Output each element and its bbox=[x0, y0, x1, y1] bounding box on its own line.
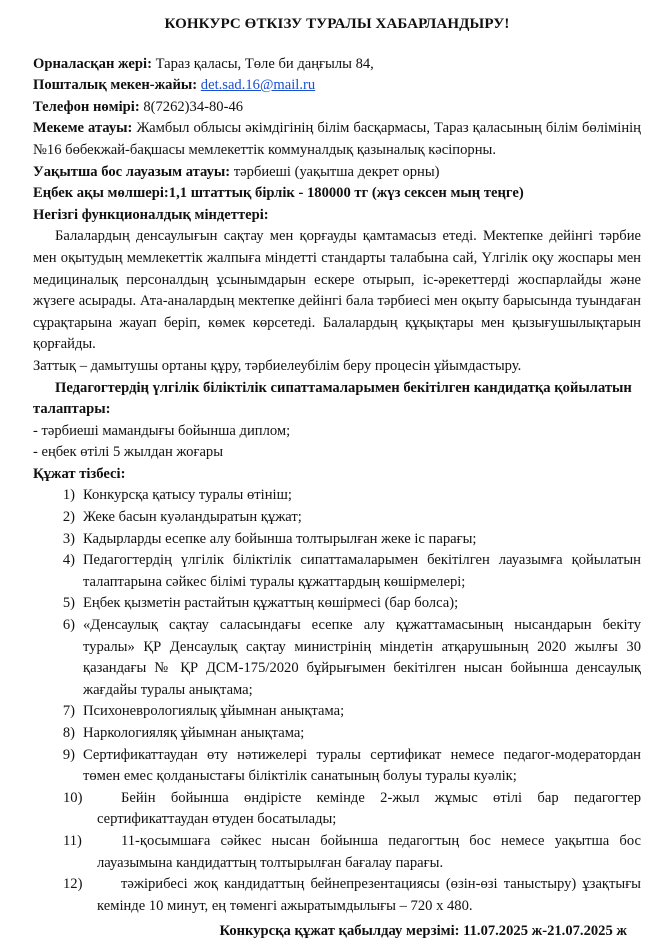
list-item bbox=[33, 550, 641, 593]
item-text: «Денсаулық сақтау саласындағы есепке алу құжаттамасының нысандарын бекіту туралы» ҚР Денсаулық сақтау министрінің міндетін атқарушының 2020 жылғы 30 қазандағы № ҚР ДСМ-175/2020 бұйрығымен бекітілген нысан бойынша денсаулық жағдайы туралы анықтама; bbox=[83, 617, 641, 698]
item-number: 12) bbox=[63, 876, 83, 893]
page-title: КОНКУРС ӨТКІЗУ ТУРАЛЫ ХАБАРЛАНДЫРУ! bbox=[164, 16, 510, 32]
email-link[interactable]: det.sad.16@mail.ru bbox=[200, 77, 316, 94]
item-text: Педагогтердің үлгілік біліктілік сипаттамаларымен бекітілген лауазымға қойылатын талаптарына сәйкес білімі туралы құжаттардың көшірмелері; bbox=[83, 552, 641, 590]
duties-paragraph-2: Заттық – дамытушы ортаны құру, тәрбиелеубілім беру процесін ұйымдастыру. bbox=[33, 357, 522, 374]
item-text: Жеке басын куәландыратын құжат; bbox=[83, 509, 302, 526]
item-number: 1) bbox=[62, 487, 75, 504]
list-item bbox=[33, 874, 641, 917]
item-number: 6) bbox=[62, 617, 75, 634]
item-text: Сертификаттаудан өту нәтижелері туралы сертификат немесе педагог-модератордан төмен емес қолданыстағы біліктілік санатының болуы туралы куәлік; bbox=[83, 746, 641, 785]
org-label: Мекеме атауы: bbox=[33, 120, 133, 137]
vacancy-line bbox=[33, 162, 641, 184]
list-item bbox=[33, 701, 641, 723]
duties-heading: Негізгі функционалдық міндеттері: bbox=[33, 206, 269, 223]
docs-list bbox=[33, 485, 641, 917]
postal-line bbox=[33, 75, 641, 97]
list-item bbox=[33, 485, 641, 507]
location-label: Орналасқан жері: bbox=[33, 55, 152, 72]
phone-label: Телефон нөмірі: bbox=[33, 98, 140, 115]
list-item bbox=[33, 529, 641, 551]
phone-line bbox=[33, 97, 641, 119]
requirement-item: - тәрбиеші мамандығы бойынша диплом; bbox=[33, 422, 291, 439]
item-text: Еңбек қызметін растайтын құжаттың көшірмесі (бар болса); bbox=[83, 595, 459, 612]
list-item bbox=[33, 831, 641, 874]
item-number: 7) bbox=[62, 703, 75, 720]
vacancy-value: тәрбиеші (уақытша декрет орны) bbox=[230, 163, 440, 180]
item-text: тәжірибесі жоқ кандидаттың бейнепрезентациясы (өзін-өзі таныстыру) ұзақтығы кемінде 10 минут, ең төменгі ажыратымдылығы – 720 x 480. bbox=[97, 876, 641, 914]
item-text: Психоневрологиялық ұйымнан анықтама; bbox=[83, 703, 345, 720]
salary-line bbox=[33, 183, 641, 205]
location-value: Тараз қаласы, Төле би даңғылы 84, bbox=[151, 55, 374, 72]
org-line bbox=[33, 118, 641, 161]
salary-label: Еңбек ақы мөлшері: bbox=[33, 185, 169, 202]
item-number: 11) bbox=[63, 832, 82, 849]
requirements-heading: Педагогтердің үлгілік біліктілік сипаттамаларымен бекітілген кандидатқа қойылатын талаптары: bbox=[33, 379, 632, 418]
item-text: Конкурсқа қатысу туралы өтініш; bbox=[83, 487, 292, 504]
item-number: 2) bbox=[62, 509, 75, 526]
item-number: 10) bbox=[63, 789, 83, 806]
list-item bbox=[33, 788, 641, 831]
list-item bbox=[33, 507, 641, 529]
docs-heading: Құжат тізбесі: bbox=[33, 465, 126, 482]
vacancy-label: Уақытша бос лауазым атауы: bbox=[33, 163, 231, 180]
list-item bbox=[33, 615, 641, 701]
item-number: 3) bbox=[62, 530, 75, 547]
item-number: 4) bbox=[62, 552, 75, 569]
location-line bbox=[33, 54, 641, 76]
phone-value: 8(7262)34-80-46 bbox=[139, 98, 244, 115]
item-text: Наркологияляқ ұйымнан анықтама; bbox=[83, 725, 305, 741]
org-value: Жамбыл облысы әкімдігінің білім басқармасы, Тараз қаласының білім бөлімінің №16 бөбекжай-бақшасы мемлекеттік коммуналдық қазыналық кәсіпорны. bbox=[33, 120, 641, 158]
item-number: 9) bbox=[62, 746, 75, 763]
list-item bbox=[33, 593, 641, 615]
item-text: 11-қосымшаға сәйкес нысан бойынша педагогтың бос немесе уақытша бос лауазымына кандидаттың толтырылған бағалау парағы. bbox=[97, 832, 641, 871]
requirement-item: - еңбек өтілі 5 жылдан жоғары bbox=[33, 444, 224, 461]
deadline-line: Конкурсқа құжат қабылдау мерзімі: 11.07.2025 ж-21.07.2025 ж bbox=[219, 923, 627, 940]
item-text: Кадырларды есепке алу бойынша толтырылған жеке іс парағы; bbox=[83, 530, 477, 547]
salary-value: 1,1 штаттық бірлік - 180000 тг (жүз сексен мың теңге) bbox=[168, 185, 524, 202]
item-text: Бейін бойынша өндірісте кемінде 2-жыл жұмыс өтілі бар педагогтер сертификаттаудан өтуден босатылады; bbox=[97, 789, 641, 828]
item-number: 8) bbox=[62, 725, 75, 741]
item-number: 5) bbox=[62, 595, 75, 612]
list-item bbox=[33, 745, 641, 788]
duties-paragraph: Балалардың денсаулығын сақтау мен қорғауды қамтамасыз етеді. Мектепке дейінгі тәрбие мен оқытудың мемлекеттік жалпыға міндетті стандарты талабына сай, Үлгілік оқу жоспары мен медициналық персоналдың ұсынымдарын ескере отырып, іс-әрекеттерді жоспарлайды және жүзеге асырады. Ата-аналардың мектепке дейінгі бала тәрбиесі мен оқыту барысында туындаған сұрақтарына жауап беріп, көмек көрсетеді. Балалардың құқықтары мен қызығушылықтарын қорғайды. bbox=[33, 228, 641, 353]
list-item bbox=[33, 723, 641, 745]
postal-label: Пошталық мекен-жайы: bbox=[33, 77, 198, 94]
